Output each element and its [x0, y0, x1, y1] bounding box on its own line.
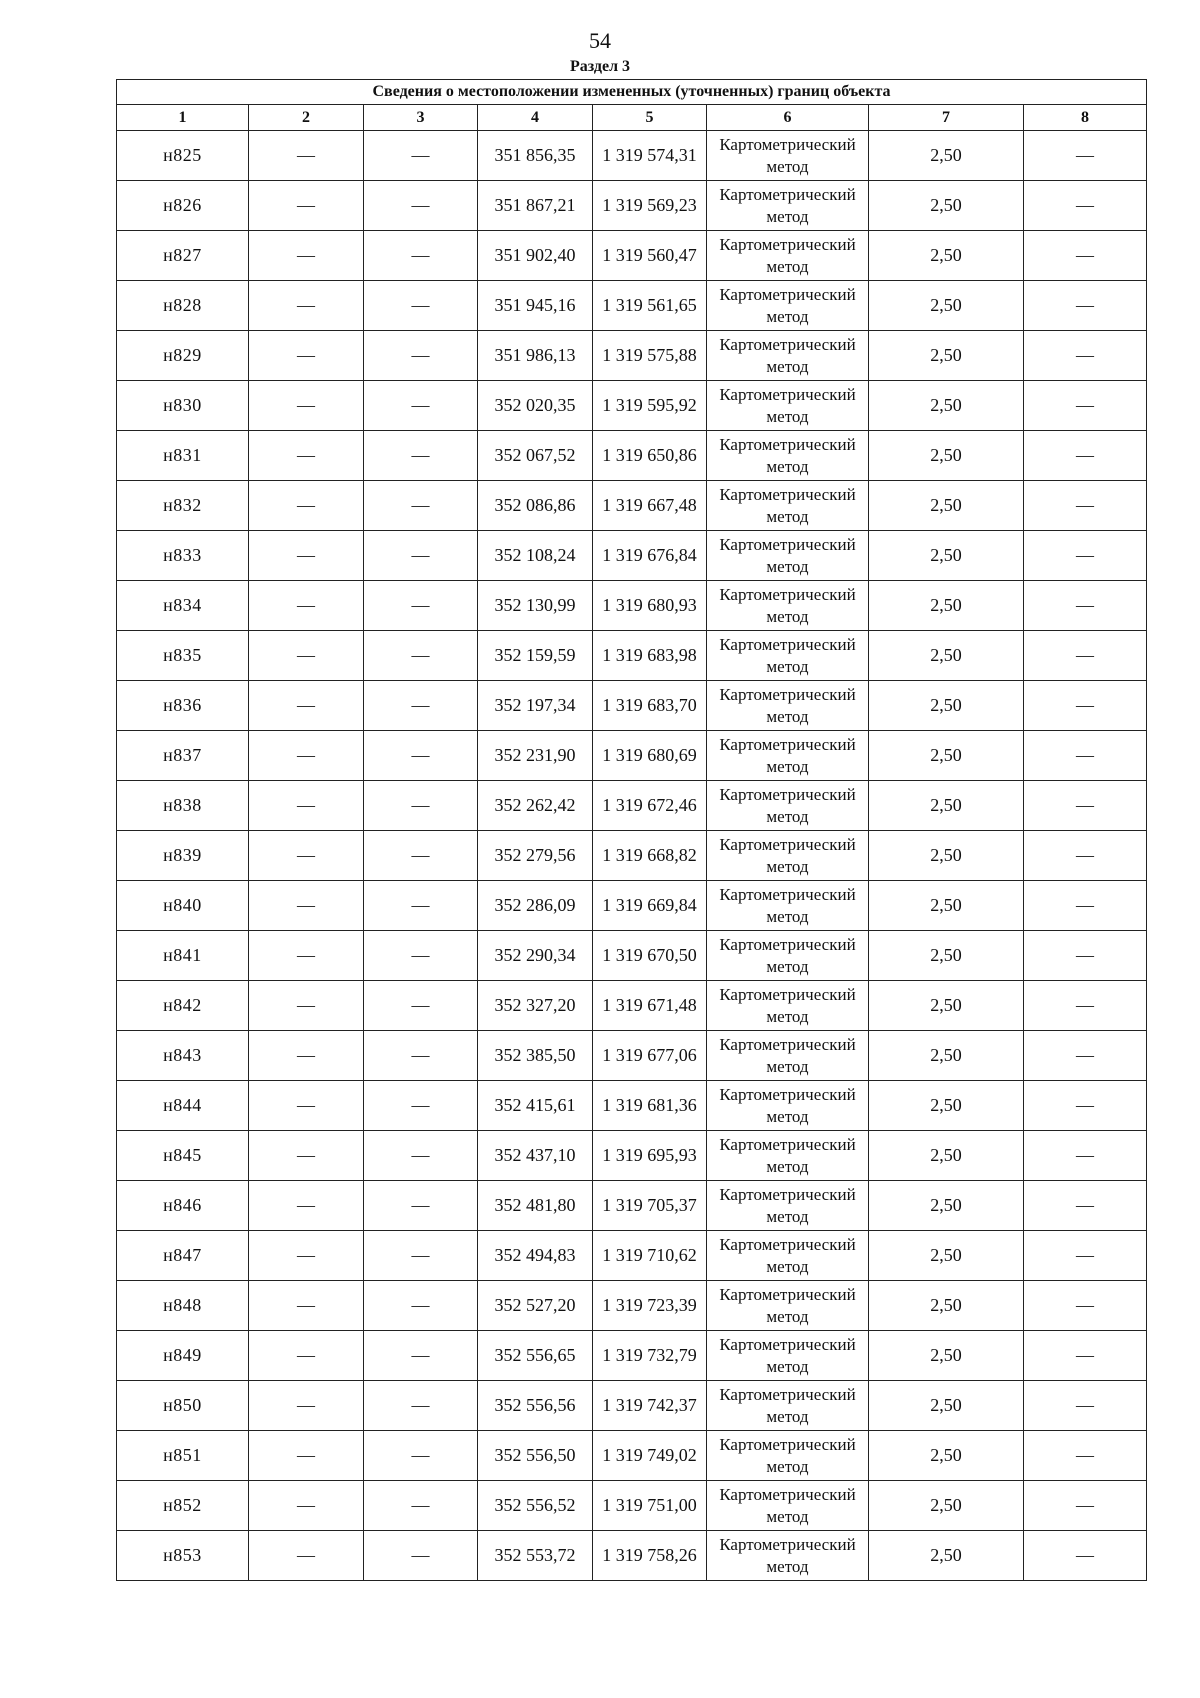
- x-coordinate-cell: 352 481,80: [478, 1181, 593, 1231]
- method-cell: Картометрический метод: [707, 1231, 869, 1281]
- point-number-cell: н829: [117, 331, 249, 381]
- point-number-cell: н852: [117, 1481, 249, 1531]
- point-number-cell: н830: [117, 381, 249, 431]
- accuracy-cell: 2,50: [869, 881, 1024, 931]
- column-3-cell: —: [364, 1381, 478, 1431]
- table-row: [117, 181, 1147, 231]
- point-number-cell: н827: [117, 231, 249, 281]
- table-row: [117, 881, 1147, 931]
- accuracy-cell: 2,50: [869, 231, 1024, 281]
- column-8-cell: —: [1024, 781, 1147, 831]
- method-cell: Картометрический метод: [707, 1331, 869, 1381]
- x-coordinate-cell: 352 086,86: [478, 481, 593, 531]
- column-8-cell: —: [1024, 831, 1147, 881]
- method-cell: Картометрический метод: [707, 531, 869, 581]
- y-coordinate-cell: 1 319 575,88: [593, 331, 707, 381]
- y-coordinate-cell: 1 319 681,36: [593, 1081, 707, 1131]
- column-2-cell: —: [249, 1281, 364, 1331]
- table-row: [117, 231, 1147, 281]
- point-number-cell: н847: [117, 1231, 249, 1281]
- column-8-cell: —: [1024, 1331, 1147, 1381]
- method-cell: Картометрический метод: [707, 881, 869, 931]
- x-coordinate-cell: 352 020,35: [478, 381, 593, 431]
- accuracy-cell: 2,50: [869, 1031, 1024, 1081]
- column-3-cell: —: [364, 781, 478, 831]
- accuracy-cell: 2,50: [869, 1481, 1024, 1531]
- y-coordinate-cell: 1 319 569,23: [593, 181, 707, 231]
- x-coordinate-cell: 352 385,50: [478, 1031, 593, 1081]
- y-coordinate-cell: 1 319 742,37: [593, 1381, 707, 1431]
- column-number: 7: [869, 105, 1024, 131]
- accuracy-cell: 2,50: [869, 1281, 1024, 1331]
- accuracy-cell: 2,50: [869, 531, 1024, 581]
- column-3-cell: —: [364, 481, 478, 531]
- table-row: [117, 381, 1147, 431]
- column-2-cell: —: [249, 231, 364, 281]
- column-8-cell: —: [1024, 331, 1147, 381]
- column-2-cell: —: [249, 631, 364, 681]
- column-8-cell: —: [1024, 1531, 1147, 1581]
- method-cell: Картометрический метод: [707, 931, 869, 981]
- method-cell: Картометрический метод: [707, 831, 869, 881]
- accuracy-cell: 2,50: [869, 581, 1024, 631]
- page-number: 54: [589, 28, 611, 53]
- column-number-row: [117, 105, 1147, 131]
- method-cell: Картометрический метод: [707, 781, 869, 831]
- point-number-cell: н835: [117, 631, 249, 681]
- point-number-cell: н826: [117, 181, 249, 231]
- y-coordinate-cell: 1 319 723,39: [593, 1281, 707, 1331]
- y-coordinate-cell: 1 319 595,92: [593, 381, 707, 431]
- column-3-cell: —: [364, 831, 478, 881]
- column-2-cell: —: [249, 481, 364, 531]
- column-8-cell: —: [1024, 1231, 1147, 1281]
- point-number-cell: н840: [117, 881, 249, 931]
- table-row: [117, 1331, 1147, 1381]
- column-2-cell: —: [249, 1331, 364, 1381]
- column-8-cell: —: [1024, 1031, 1147, 1081]
- y-coordinate-cell: 1 319 680,69: [593, 731, 707, 781]
- column-2-cell: —: [249, 1531, 364, 1581]
- table-row: [117, 281, 1147, 331]
- method-cell: Картометрический метод: [707, 1381, 869, 1431]
- column-8-cell: —: [1024, 231, 1147, 281]
- table-row: [117, 1531, 1147, 1581]
- y-coordinate-cell: 1 319 668,82: [593, 831, 707, 881]
- y-coordinate-cell: 1 319 669,84: [593, 881, 707, 931]
- column-3-cell: —: [364, 1531, 478, 1581]
- x-coordinate-cell: 351 945,16: [478, 281, 593, 331]
- boundary-coordinates-table: [116, 79, 1147, 1581]
- column-2-cell: —: [249, 381, 364, 431]
- x-coordinate-cell: 352 415,61: [478, 1081, 593, 1131]
- point-number-cell: н836: [117, 681, 249, 731]
- column-8-cell: —: [1024, 881, 1147, 931]
- point-number-cell: н851: [117, 1431, 249, 1481]
- x-coordinate-cell: 351 986,13: [478, 331, 593, 381]
- point-number-cell: н845: [117, 1131, 249, 1181]
- method-cell: Картометрический метод: [707, 1431, 869, 1481]
- method-cell: Картометрический метод: [707, 381, 869, 431]
- column-2-cell: —: [249, 681, 364, 731]
- table-row: [117, 1481, 1147, 1531]
- x-coordinate-cell: 352 159,59: [478, 631, 593, 681]
- x-coordinate-cell: 351 902,40: [478, 231, 593, 281]
- table-row: [117, 931, 1147, 981]
- x-coordinate-cell: 352 231,90: [478, 731, 593, 781]
- column-3-cell: —: [364, 531, 478, 581]
- column-8-cell: —: [1024, 1381, 1147, 1431]
- x-coordinate-cell: 352 494,83: [478, 1231, 593, 1281]
- accuracy-cell: 2,50: [869, 331, 1024, 381]
- y-coordinate-cell: 1 319 671,48: [593, 981, 707, 1031]
- column-8-cell: —: [1024, 381, 1147, 431]
- column-2-cell: —: [249, 181, 364, 231]
- point-number-cell: н831: [117, 431, 249, 481]
- method-cell: Картометрический метод: [707, 1131, 869, 1181]
- column-3-cell: —: [364, 581, 478, 631]
- accuracy-cell: 2,50: [869, 731, 1024, 781]
- table-row: [117, 581, 1147, 631]
- method-cell: Картометрический метод: [707, 631, 869, 681]
- y-coordinate-cell: 1 319 683,98: [593, 631, 707, 681]
- column-8-cell: —: [1024, 531, 1147, 581]
- point-number-cell: н853: [117, 1531, 249, 1581]
- column-3-cell: —: [364, 1331, 478, 1381]
- x-coordinate-cell: 352 556,65: [478, 1331, 593, 1381]
- table-row: [117, 1031, 1147, 1081]
- accuracy-cell: 2,50: [869, 181, 1024, 231]
- table-row: [117, 681, 1147, 731]
- column-2-cell: —: [249, 1381, 364, 1431]
- method-cell: Картометрический метод: [707, 281, 869, 331]
- x-coordinate-cell: 352 130,99: [478, 581, 593, 631]
- column-2-cell: —: [249, 931, 364, 981]
- column-8-cell: —: [1024, 731, 1147, 781]
- x-coordinate-cell: 352 556,52: [478, 1481, 593, 1531]
- table-row: [117, 631, 1147, 681]
- column-8-cell: —: [1024, 131, 1147, 181]
- column-8-cell: —: [1024, 181, 1147, 231]
- x-coordinate-cell: 352 279,56: [478, 831, 593, 881]
- x-coordinate-cell: 352 327,20: [478, 981, 593, 1031]
- accuracy-cell: 2,50: [869, 831, 1024, 881]
- table-row: [117, 1131, 1147, 1181]
- column-3-cell: —: [364, 1481, 478, 1531]
- x-coordinate-cell: 352 437,10: [478, 1131, 593, 1181]
- column-3-cell: —: [364, 231, 478, 281]
- table-row: [117, 781, 1147, 831]
- table-body: [117, 131, 1147, 1581]
- column-8-cell: —: [1024, 1481, 1147, 1531]
- x-coordinate-cell: 352 108,24: [478, 531, 593, 581]
- y-coordinate-cell: 1 319 758,26: [593, 1531, 707, 1581]
- point-number-cell: н839: [117, 831, 249, 881]
- method-cell: Картометрический метод: [707, 1281, 869, 1331]
- column-8-cell: —: [1024, 1281, 1147, 1331]
- column-3-cell: —: [364, 731, 478, 781]
- method-cell: Картометрический метод: [707, 431, 869, 481]
- method-cell: Картометрический метод: [707, 1481, 869, 1531]
- y-coordinate-cell: 1 319 705,37: [593, 1181, 707, 1231]
- column-8-cell: —: [1024, 981, 1147, 1031]
- x-coordinate-cell: 352 556,56: [478, 1381, 593, 1431]
- column-3-cell: —: [364, 181, 478, 231]
- column-8-cell: —: [1024, 1181, 1147, 1231]
- column-3-cell: —: [364, 281, 478, 331]
- x-coordinate-cell: 351 856,35: [478, 131, 593, 181]
- column-2-cell: —: [249, 581, 364, 631]
- column-8-cell: —: [1024, 1431, 1147, 1481]
- point-number-cell: н834: [117, 581, 249, 631]
- method-cell: Картометрический метод: [707, 731, 869, 781]
- method-cell: Картометрический метод: [707, 1531, 869, 1581]
- accuracy-cell: 2,50: [869, 631, 1024, 681]
- section-title: Раздел 3: [569, 58, 631, 75]
- accuracy-cell: 2,50: [869, 981, 1024, 1031]
- table-row: [117, 1231, 1147, 1281]
- column-2-cell: —: [249, 781, 364, 831]
- column-2-cell: —: [249, 131, 364, 181]
- x-coordinate-cell: 352 553,72: [478, 1531, 593, 1581]
- column-3-cell: —: [364, 1181, 478, 1231]
- table-row: [117, 1281, 1147, 1331]
- table-row: [117, 481, 1147, 531]
- point-number-cell: н832: [117, 481, 249, 531]
- table-row: [117, 531, 1147, 581]
- y-coordinate-cell: 1 319 574,31: [593, 131, 707, 181]
- column-3-cell: —: [364, 881, 478, 931]
- column-2-cell: —: [249, 1481, 364, 1531]
- table-row: [117, 1181, 1147, 1231]
- y-coordinate-cell: 1 319 683,70: [593, 681, 707, 731]
- table-row: [117, 981, 1147, 1031]
- column-2-cell: —: [249, 731, 364, 781]
- point-number-cell: н848: [117, 1281, 249, 1331]
- y-coordinate-cell: 1 319 680,93: [593, 581, 707, 631]
- column-8-cell: —: [1024, 581, 1147, 631]
- column-2-cell: —: [249, 1131, 364, 1181]
- accuracy-cell: 2,50: [869, 381, 1024, 431]
- accuracy-cell: 2,50: [869, 1181, 1024, 1231]
- column-3-cell: —: [364, 931, 478, 981]
- column-8-cell: —: [1024, 281, 1147, 331]
- y-coordinate-cell: 1 319 670,50: [593, 931, 707, 981]
- column-3-cell: —: [364, 131, 478, 181]
- column-2-cell: —: [249, 881, 364, 931]
- x-coordinate-cell: 352 286,09: [478, 881, 593, 931]
- x-coordinate-cell: 352 290,34: [478, 931, 593, 981]
- y-coordinate-cell: 1 319 695,93: [593, 1131, 707, 1181]
- column-2-cell: —: [249, 1431, 364, 1481]
- method-cell: Картометрический метод: [707, 981, 869, 1031]
- table-row: [117, 831, 1147, 881]
- column-number: 8: [1024, 105, 1147, 131]
- column-8-cell: —: [1024, 431, 1147, 481]
- accuracy-cell: 2,50: [869, 281, 1024, 331]
- column-3-cell: —: [364, 331, 478, 381]
- column-2-cell: —: [249, 1031, 364, 1081]
- point-number-cell: н828: [117, 281, 249, 331]
- accuracy-cell: 2,50: [869, 131, 1024, 181]
- y-coordinate-cell: 1 319 676,84: [593, 531, 707, 581]
- accuracy-cell: 2,50: [869, 1231, 1024, 1281]
- column-8-cell: —: [1024, 1131, 1147, 1181]
- accuracy-cell: 2,50: [869, 1131, 1024, 1181]
- column-3-cell: —: [364, 1231, 478, 1281]
- method-cell: Картометрический метод: [707, 131, 869, 181]
- column-3-cell: —: [364, 1281, 478, 1331]
- column-3-cell: —: [364, 431, 478, 481]
- accuracy-cell: 2,50: [869, 1081, 1024, 1131]
- x-coordinate-cell: 352 067,52: [478, 431, 593, 481]
- point-number-cell: н843: [117, 1031, 249, 1081]
- y-coordinate-cell: 1 319 751,00: [593, 1481, 707, 1531]
- y-coordinate-cell: 1 319 650,86: [593, 431, 707, 481]
- y-coordinate-cell: 1 319 749,02: [593, 1431, 707, 1481]
- table-row: [117, 1431, 1147, 1481]
- y-coordinate-cell: 1 319 667,48: [593, 481, 707, 531]
- column-3-cell: —: [364, 381, 478, 431]
- point-number-cell: н846: [117, 1181, 249, 1231]
- method-cell: Картометрический метод: [707, 581, 869, 631]
- column-2-cell: —: [249, 1181, 364, 1231]
- accuracy-cell: 2,50: [869, 1531, 1024, 1581]
- column-2-cell: —: [249, 281, 364, 331]
- table-row: [117, 331, 1147, 381]
- point-number-cell: н825: [117, 131, 249, 181]
- x-coordinate-cell: 352 197,34: [478, 681, 593, 731]
- y-coordinate-cell: 1 319 710,62: [593, 1231, 707, 1281]
- column-2-cell: —: [249, 831, 364, 881]
- accuracy-cell: 2,50: [869, 1331, 1024, 1381]
- method-cell: Картометрический метод: [707, 181, 869, 231]
- column-number: 2: [249, 105, 364, 131]
- column-8-cell: —: [1024, 1081, 1147, 1131]
- column-2-cell: —: [249, 1081, 364, 1131]
- column-8-cell: —: [1024, 631, 1147, 681]
- y-coordinate-cell: 1 319 732,79: [593, 1331, 707, 1381]
- accuracy-cell: 2,50: [869, 681, 1024, 731]
- table-row: [117, 731, 1147, 781]
- accuracy-cell: 2,50: [869, 481, 1024, 531]
- point-number-cell: н838: [117, 781, 249, 831]
- column-number: 1: [117, 105, 249, 131]
- method-cell: Картометрический метод: [707, 681, 869, 731]
- method-cell: Картометрический метод: [707, 1181, 869, 1231]
- table-caption: Сведения о местоположении измененных (уточненных) границ объекта: [117, 80, 1147, 105]
- method-cell: Картометрический метод: [707, 1031, 869, 1081]
- column-3-cell: —: [364, 1031, 478, 1081]
- point-number-cell: н844: [117, 1081, 249, 1131]
- point-number-cell: н850: [117, 1381, 249, 1431]
- method-cell: Картометрический метод: [707, 1081, 869, 1131]
- accuracy-cell: 2,50: [869, 931, 1024, 981]
- y-coordinate-cell: 1 319 677,06: [593, 1031, 707, 1081]
- table-row: [117, 1081, 1147, 1131]
- column-2-cell: —: [249, 981, 364, 1031]
- column-2-cell: —: [249, 1231, 364, 1281]
- column-number: 3: [364, 105, 478, 131]
- y-coordinate-cell: 1 319 560,47: [593, 231, 707, 281]
- column-2-cell: —: [249, 531, 364, 581]
- y-coordinate-cell: 1 319 561,65: [593, 281, 707, 331]
- column-2-cell: —: [249, 431, 364, 481]
- column-number: 5: [593, 105, 707, 131]
- column-2-cell: —: [249, 331, 364, 381]
- column-number: 6: [707, 105, 869, 131]
- accuracy-cell: 2,50: [869, 781, 1024, 831]
- point-number-cell: н841: [117, 931, 249, 981]
- method-cell: Картометрический метод: [707, 331, 869, 381]
- x-coordinate-cell: 352 556,50: [478, 1431, 593, 1481]
- column-8-cell: —: [1024, 681, 1147, 731]
- column-3-cell: —: [364, 1081, 478, 1131]
- column-number: 4: [478, 105, 593, 131]
- column-3-cell: —: [364, 1131, 478, 1181]
- column-3-cell: —: [364, 1431, 478, 1481]
- column-3-cell: —: [364, 981, 478, 1031]
- point-number-cell: н837: [117, 731, 249, 781]
- column-3-cell: —: [364, 631, 478, 681]
- x-coordinate-cell: 352 527,20: [478, 1281, 593, 1331]
- column-3-cell: —: [364, 681, 478, 731]
- y-coordinate-cell: 1 319 672,46: [593, 781, 707, 831]
- column-8-cell: —: [1024, 931, 1147, 981]
- x-coordinate-cell: 352 262,42: [478, 781, 593, 831]
- point-number-cell: н849: [117, 1331, 249, 1381]
- accuracy-cell: 2,50: [869, 1381, 1024, 1431]
- column-8-cell: —: [1024, 481, 1147, 531]
- accuracy-cell: 2,50: [869, 431, 1024, 481]
- table-row: [117, 1381, 1147, 1431]
- table-row: [117, 131, 1147, 181]
- table-row: [117, 431, 1147, 481]
- method-cell: Картометрический метод: [707, 231, 869, 281]
- x-coordinate-cell: 351 867,21: [478, 181, 593, 231]
- point-number-cell: н833: [117, 531, 249, 581]
- accuracy-cell: 2,50: [869, 1431, 1024, 1481]
- method-cell: Картометрический метод: [707, 481, 869, 531]
- point-number-cell: н842: [117, 981, 249, 1031]
